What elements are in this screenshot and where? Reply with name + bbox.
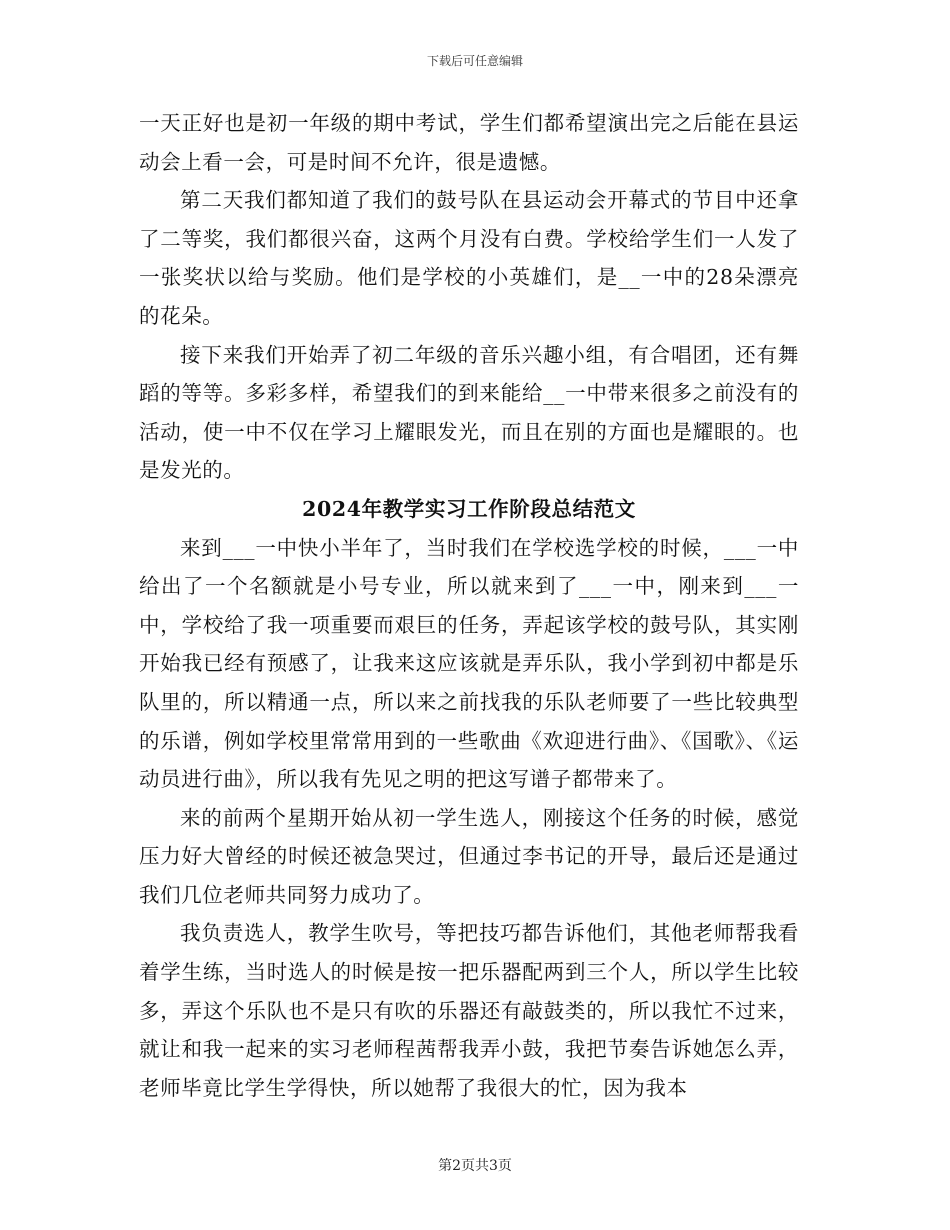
paragraph-continued: 一天正好也是初一年级的期中考试，学生们都希望演出完之后能在县运动会上看一会，可是时间不允许，很是遗憾。	[139, 111, 799, 174]
section-title: 2024年教学实习工作阶段总结范文	[302, 496, 636, 521]
paragraph-award: 第二天我们都知道了我们的鼓号队在县运动会开幕式的节目中还拿了二等奖，我们都很兴奋，这两个月没有白费。学校给学生们一人发了一张奖状以给与奖励。他们是学校的小英雄们，是__一中的28朵漂亮的花朵。	[139, 188, 799, 328]
paragraph-interest-group: 接下来我们开始弄了初二年级的音乐兴趣小组，有合唱团，还有舞蹈的等等。多彩多样，希望我们的到来能给__一中带来很多之前没有的活动，使一中不仅在学习上耀眼发光，而且在别的方面也是耀眼的。也是发光的。	[139, 342, 799, 483]
document-body	[139, 104, 799, 1107]
paragraph-selection: 来的前两个星期开始从初一学生选人，刚接这个任务的时候，感觉压力好大曾经的时候还被急哭过，但通过李书记的开导，最后还是通过我们几位老师共同努力成功了。	[139, 805, 799, 907]
paragraph-arrival: 来到___一中快小半年了，当时我们在学校选学校的时候，___一中给出了一个名额就是小号专业，所以就来到了___一中，刚来到___一中，学校给了我一项重要而艰巨的任务，弄起该学校的鼓号队，其实刚开始我已经有预感了，让我来这应该就是弄乐队，我小学到初中都是乐队里的，所以精通一点，所以来之前找我的乐队老师要了一些比较典型的乐谱，例如学校里常常用到的一些歌曲《欢迎进行曲》、《国歌》、《运动员进行曲》，所以我有先见之明的把这写谱子都带来了。	[139, 535, 799, 792]
page-number: 第2页共3页	[438, 1158, 512, 1174]
paragraph-teaching: 我负责选人，教学生吹号，等把技巧都告诉他们，其他老师帮我看着学生练，当时选人的时候是按一把乐器配两到三个人，所以学生比较多，弄这个乐队也不是只有吹的乐器还有敲鼓类的，所以我忙不过来，就让和我一起来的实习老师程茜帮我弄小鼓，我把节奏告诉她怎么弄，老师毕竟比学生学得快，所以她帮了我很大的忙，因为我本	[139, 921, 799, 1100]
header-note: 下载后可任意编辑	[426, 54, 523, 68]
